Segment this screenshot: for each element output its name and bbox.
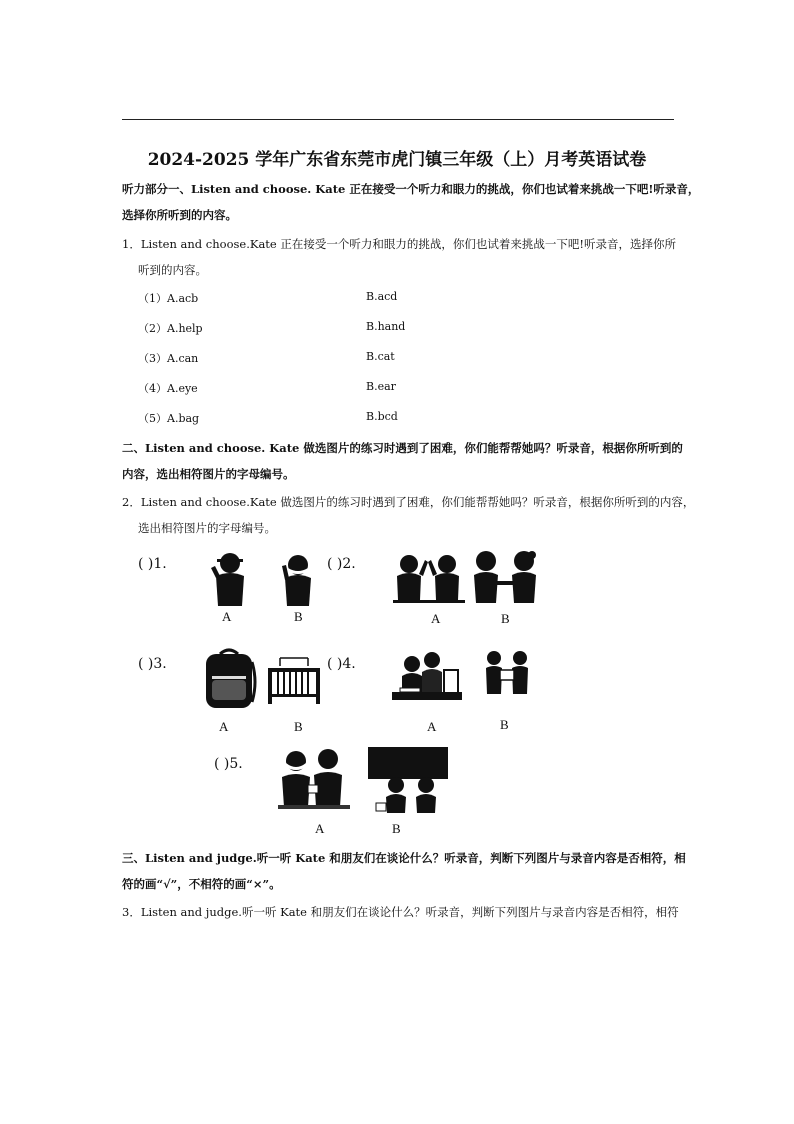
question-1-line2: 听到的内容。 <box>138 263 207 277</box>
option-1-a: （1）A.acb <box>138 292 199 305</box>
part3-heading-line2: 符的画“√”，不相符的画“×”。 <box>122 877 281 891</box>
question-2-line2: 选出相符图片的字母编号。 <box>138 521 276 535</box>
page-title: 2024-2025 学年广东省东莞市虎门镇三年级（上）月考英语试卷 <box>147 150 647 170</box>
option-2-b: B.hand <box>366 320 406 333</box>
question-1-line1: 1．Listen and choose.Kate 正在接受一个听力和眼力的挑战，你们也试着来挑战一下吧!听录音，选择你所 <box>122 237 677 251</box>
label-3b: B <box>294 719 303 734</box>
option-1-b: B.acd <box>366 290 398 303</box>
option-2-a: （2）A.help <box>138 322 203 335</box>
picture-3a-backpack <box>200 646 258 710</box>
label-4b: B <box>500 717 509 732</box>
answer-blank-1[interactable]: ( )1. <box>138 556 167 572</box>
picture-5a-children-talking <box>278 745 350 813</box>
part3-heading-line1: 三、Listen and judge.听一听 Kate 和朋友们在谈论什么？听录音，判断下列图片与录音内容是否相符，相 <box>122 851 686 865</box>
question-2-line1: 2．Listen and choose.Kate 做选图片的练习时遇到了困难，你们能帮帮她吗？听录音，根据你所听到的内容， <box>122 495 695 509</box>
picture-1b-girl-touching-ear <box>278 552 318 608</box>
label-4a: A <box>427 719 437 734</box>
picture-4a-children-at-desk <box>392 650 462 704</box>
option-3-b: B.cat <box>366 350 395 363</box>
option-4-a: （4）A.eye <box>138 382 198 395</box>
label-5b: B <box>392 821 401 836</box>
label-2a: A <box>431 611 441 626</box>
part2-heading-line2: 内容，选出相符图片的字母编号。 <box>122 467 295 481</box>
picture-2b-children-shaking-hands <box>468 547 542 607</box>
label-2b: B <box>501 611 510 626</box>
header-rule <box>122 119 674 120</box>
label-1a: A <box>222 609 232 624</box>
option-4-b: B.ear <box>366 380 396 393</box>
question-3-line1: 3．Listen and judge.听一听 Kate 和朋友们在谈论什么？听录音，判断下列图片与录音内容是否相符，相符 <box>122 905 679 919</box>
picture-2a-children-waving-hello <box>393 550 465 606</box>
option-5-a: （5）A.bag <box>138 412 200 425</box>
label-3a: A <box>219 719 229 734</box>
picture-3b-crib-bed <box>266 654 322 704</box>
option-5-b: B.bcd <box>366 410 398 423</box>
answer-blank-3[interactable]: ( )3. <box>138 656 167 672</box>
part1-heading-line2: 选择你所听到的内容。 <box>122 208 237 222</box>
part2-heading-line1: 二、Listen and choose. Kate 做选图片的练习时遇到了困难，你们能帮帮她吗？听录音，根据你所听到的 <box>122 441 683 455</box>
part1-heading-line1: 听力部分一、Listen and choose. Kate 正在接受一个听力和眼力的挑战，你们也试着来挑战一下吧!听录音， <box>122 182 700 196</box>
picture-5b-classroom-students <box>368 747 448 815</box>
label-1b: B <box>294 609 303 624</box>
answer-blank-4[interactable]: ( )4. <box>327 656 356 672</box>
label-5a: A <box>315 821 325 836</box>
picture-1a-boy-touching-eye <box>208 550 252 608</box>
picture-4b-children-reading-book <box>482 648 532 698</box>
answer-blank-2[interactable]: ( )2. <box>327 556 356 572</box>
answer-blank-5[interactable]: ( )5. <box>214 756 243 772</box>
option-3-a: （3）A.can <box>138 352 199 365</box>
